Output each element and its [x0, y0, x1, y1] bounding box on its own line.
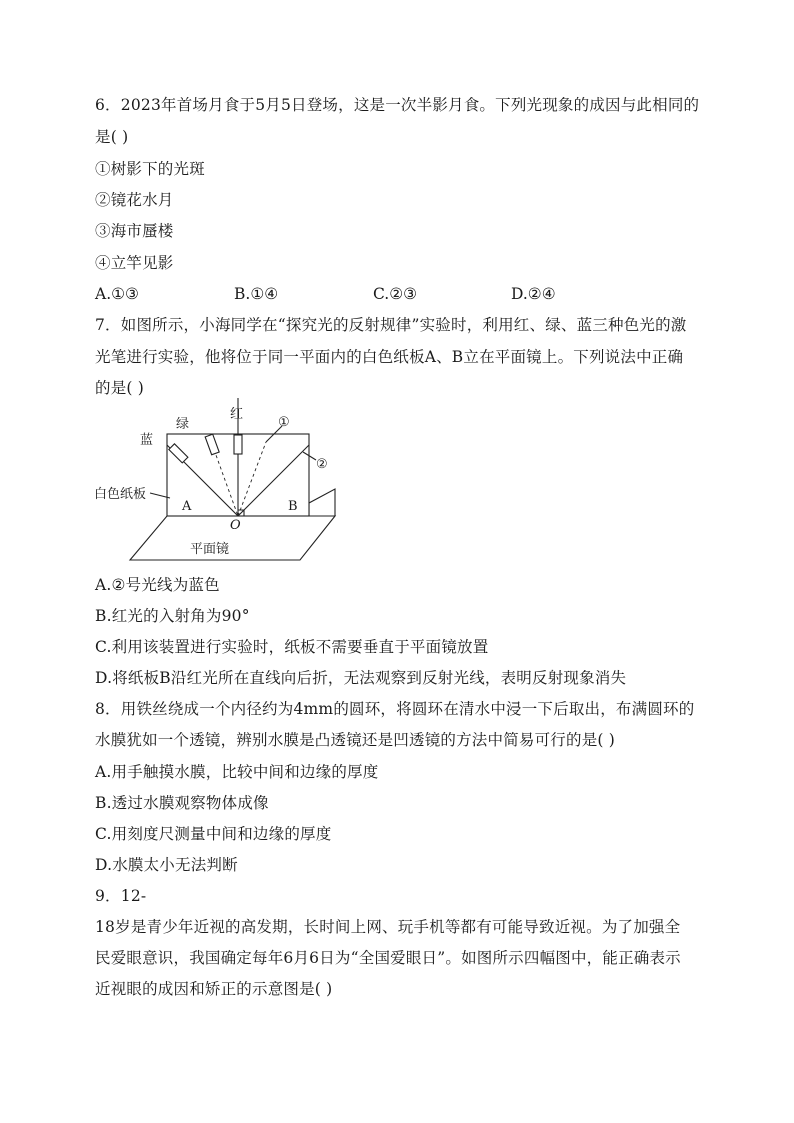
q7-stem-line1: 7．如图所示，小海同学在“探究光的反射规律”实验时，利用红、绿、蓝三种色光的激: [95, 316, 687, 334]
board-b-fold: [309, 489, 335, 516]
q8-stem-line1: 8．用铁丝绕成一个内径约为4mm的圆环，将圆环在清水中浸一下后取出，布满圆环的: [95, 700, 695, 718]
q9-stem-line2: 18岁是青少年近视的高发期，长时间上网、玩手机等都有可能导致近视。为了加强全: [95, 918, 681, 936]
q8-option-a: A.用手触摸水膜，比较中间和边缘的厚度: [95, 763, 379, 781]
q9-stem-line4: 近视眼的成因和矫正的示意图是( ): [95, 980, 333, 998]
q6-stem-line2: 是( ): [95, 128, 129, 146]
q6-item-3: ③海市蜃楼: [95, 222, 174, 240]
q6-option-b: B.①④: [234, 285, 279, 303]
q6-item-4: ④立竿见影: [95, 254, 174, 272]
q6-stem-line1: 6．2023年首场月食于5月5日登场，这是一次半影月食。下列光现象的成因与此相同的: [95, 96, 700, 114]
q7-option-b: B.红光的入射角为90°: [95, 607, 250, 625]
label-green: 绿: [176, 417, 190, 432]
label-red: 红: [230, 407, 244, 422]
label-white-board: 白色纸板: [94, 487, 147, 502]
q8-option-d: D.水膜太小无法判断: [95, 856, 238, 874]
q7-option-d: D.将纸板B沿红光所在直线向后折，无法观察到反射光线，表明反射现象消失: [95, 669, 627, 687]
q6-item-2: ②镜花水月: [95, 191, 174, 209]
q6-option-a: A.①③: [95, 285, 139, 303]
red-laser-pen: [234, 435, 242, 454]
q7-option-a: A.②号光线为蓝色: [95, 576, 220, 594]
label-ray-1: ①: [278, 415, 290, 430]
label-o: O: [230, 518, 241, 533]
label-a: A: [182, 499, 192, 514]
q9-stem-line3: 民爱眼意识，我国确定每年6月6日为“全国爱眼日”。如图所示四幅图中，能正确表示: [95, 949, 681, 967]
label-mirror: 平面镜: [190, 542, 230, 557]
label-b: B: [288, 499, 298, 514]
q6-item-1: ①树影下的光斑: [95, 160, 205, 178]
reflection-experiment-figure: [90, 398, 350, 570]
q8-option-b: B.透过水膜观察物体成像: [95, 794, 269, 812]
q6-option-d: D.②④: [511, 285, 556, 303]
q8-stem-line2: 水膜犹如一个透镜，辨别水膜是凸透镜还是凹透镜的方法中简易可行的是( ): [95, 731, 616, 749]
q7-stem-line3: 的是( ): [95, 379, 145, 397]
q7-option-c: C.利用该装置进行实验时，纸板不需要垂直于平面镜放置: [95, 638, 489, 656]
q6-option-c: C.②③: [373, 285, 418, 303]
q9-stem-line1: 9．12-: [95, 887, 147, 905]
q8-option-c: C.用刻度尺测量中间和边缘的厚度: [95, 825, 332, 843]
label-ray-2: ②: [316, 457, 328, 472]
label-blue: 蓝: [140, 433, 154, 448]
q7-stem-line2: 光笔进行实验，他将位于同一平面内的白色纸板A、B立在平面镜上。下列说法中正确: [95, 348, 684, 366]
